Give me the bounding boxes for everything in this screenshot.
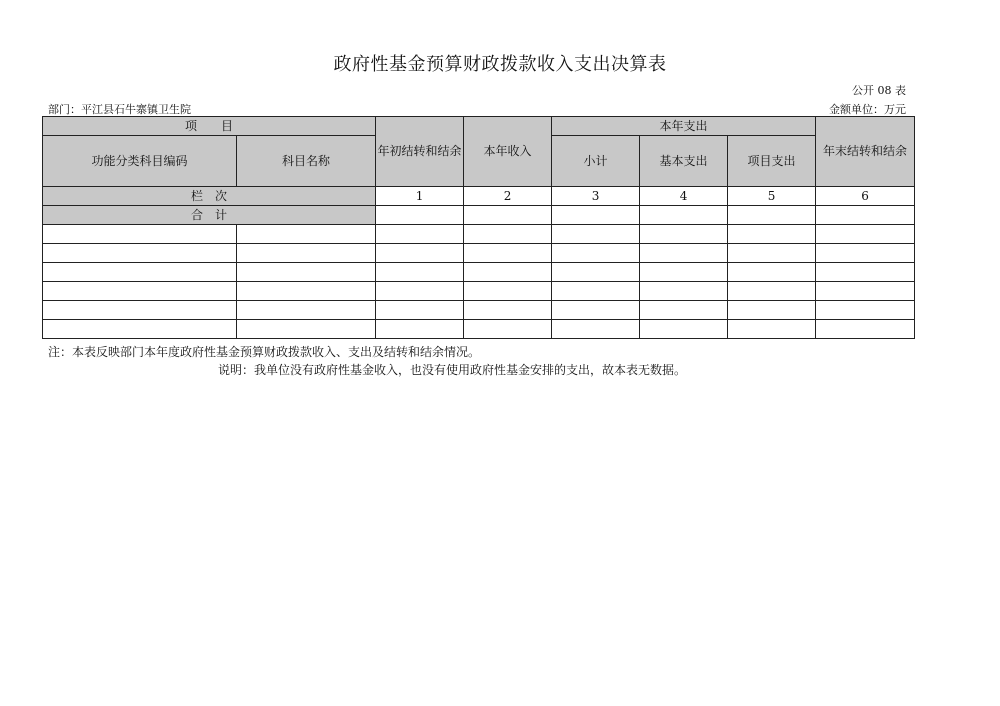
- table-cell: [728, 320, 816, 339]
- column-number: 3: [552, 187, 640, 206]
- total-cell: [464, 206, 552, 225]
- table-cell: [640, 282, 728, 301]
- department-label: 部门：平江县石牛寨镇卫生院: [48, 103, 191, 116]
- table-cell: [552, 225, 640, 244]
- total-cell: [728, 206, 816, 225]
- table-cell: [816, 320, 915, 339]
- table-cell: [552, 282, 640, 301]
- table-cell: [816, 225, 915, 244]
- budget-table: [42, 116, 915, 339]
- header-basic-expense: 基本支出: [640, 136, 728, 187]
- column-number: 4: [640, 187, 728, 206]
- table-cell: [728, 244, 816, 263]
- table-cell: [376, 263, 464, 282]
- form-number: 公开 08 表: [852, 84, 906, 97]
- table-cell: [43, 320, 237, 339]
- header-project-expense: 项目支出: [728, 136, 816, 187]
- page-title: 政府性基金预算财政拨款收入支出决算表: [333, 54, 667, 75]
- table-cell: [376, 282, 464, 301]
- column-number: 1: [376, 187, 464, 206]
- table-cell: [640, 263, 728, 282]
- table-cell: [640, 244, 728, 263]
- table-cell: [237, 263, 376, 282]
- table-cell: [552, 320, 640, 339]
- table-cell: [816, 244, 915, 263]
- table-cell: [552, 263, 640, 282]
- header-row-1: [43, 117, 915, 136]
- column-number-row: [43, 187, 915, 206]
- table-cell: [464, 282, 552, 301]
- table-cell: [552, 301, 640, 320]
- header-year-income: 本年收入: [464, 117, 552, 187]
- header-begin-balance: 年初结转和结余: [376, 117, 464, 187]
- total-label: 合 计: [43, 206, 376, 225]
- total-cell: [376, 206, 464, 225]
- table-cell: [640, 225, 728, 244]
- table-cell: [376, 244, 464, 263]
- table-cell: [43, 282, 237, 301]
- total-cell: [640, 206, 728, 225]
- header-subject-name: 科目名称: [237, 136, 376, 187]
- table-row: [43, 263, 915, 282]
- table-cell: [552, 244, 640, 263]
- table-cell: [728, 263, 816, 282]
- table-explanation: 说明：我单位没有政府性基金收入，也没有使用政府性基金安排的支出，故本表无数据。: [218, 363, 687, 377]
- table-cell: [816, 301, 915, 320]
- table-cell: [376, 320, 464, 339]
- table-cell: [237, 244, 376, 263]
- total-cell: [816, 206, 915, 225]
- table-cell: [237, 282, 376, 301]
- table-cell: [728, 225, 816, 244]
- column-number: 2: [464, 187, 552, 206]
- table-cell: [43, 301, 237, 320]
- column-number-label: 栏 次: [43, 187, 376, 206]
- table-cell: [464, 320, 552, 339]
- total-cell: [552, 206, 640, 225]
- header-func-code: 功能分类科目编码: [43, 136, 237, 187]
- table-cell: [816, 263, 915, 282]
- table-cell: [728, 282, 816, 301]
- table-row: [43, 282, 915, 301]
- table-cell: [464, 244, 552, 263]
- header-year-expense: 本年支出: [552, 117, 816, 136]
- table-cell: [816, 282, 915, 301]
- table-cell: [43, 263, 237, 282]
- table-cell: [376, 225, 464, 244]
- table-row: [43, 301, 915, 320]
- table-cell: [376, 301, 464, 320]
- header-subtotal: 小计: [552, 136, 640, 187]
- data-rows: [43, 225, 915, 339]
- total-row: [43, 206, 915, 225]
- table-row: [43, 244, 915, 263]
- table-cell: [464, 263, 552, 282]
- table-row: [43, 225, 915, 244]
- header-item: 项 目: [43, 117, 376, 136]
- header-end-balance: 年末结转和结余: [816, 117, 915, 187]
- table-cell: [464, 225, 552, 244]
- table-cell: [728, 301, 816, 320]
- table-note: 注：本表反映部门本年度政府性基金预算财政拨款收入、支出及结转和结余情况。: [48, 345, 481, 359]
- table-cell: [237, 225, 376, 244]
- table-cell: [640, 320, 728, 339]
- table-cell: [43, 244, 237, 263]
- column-number: 6: [816, 187, 915, 206]
- table-row: [43, 320, 915, 339]
- column-number: 5: [728, 187, 816, 206]
- table-cell: [237, 301, 376, 320]
- amount-unit-label: 金额单位：万元: [829, 103, 906, 116]
- table-cell: [640, 301, 728, 320]
- table-cell: [237, 320, 376, 339]
- table-cell: [43, 225, 237, 244]
- table-cell: [464, 301, 552, 320]
